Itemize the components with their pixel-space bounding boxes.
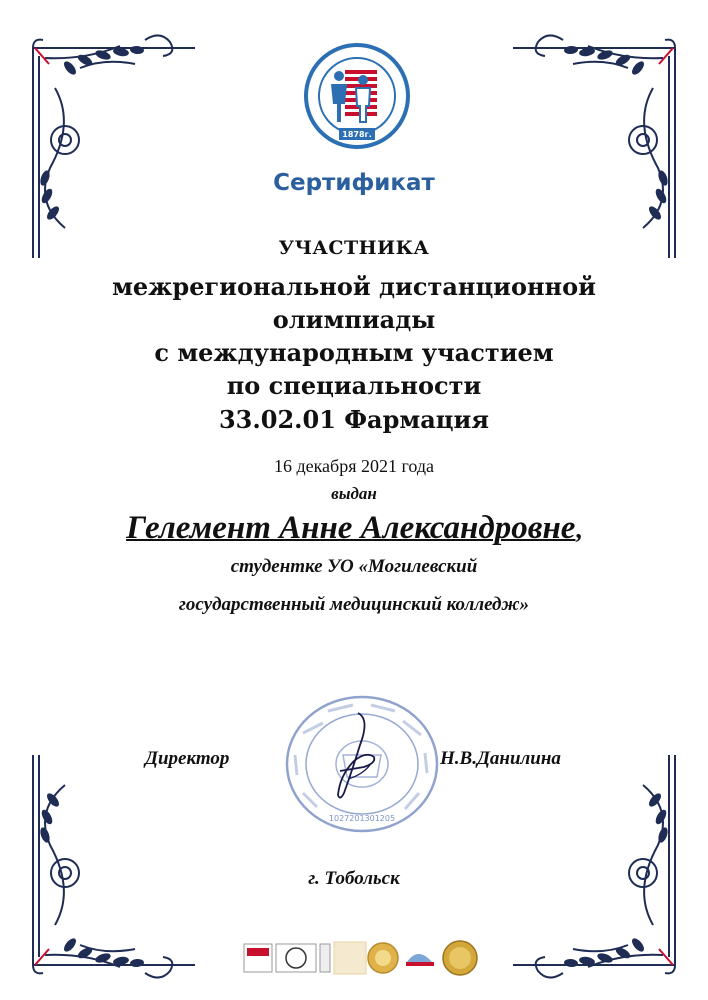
issued-label: выдан [331,484,377,503]
recipient-comma: , [575,515,582,544]
specialty-line: 33.02.01 Фармация [218,405,490,434]
ornament-corner-top-right-icon [508,28,683,268]
badges-row [242,938,482,978]
ornament-corner-top-left-icon [25,28,200,268]
badge-icon [242,938,482,978]
recipient-name: Гелемент Анне Александровне [126,510,576,546]
certificate-kind: УЧАСТНИКА [278,237,430,259]
event-line: с международным участием [154,338,554,367]
ornament-corner-bottom-right-icon [508,745,683,985]
issue-date: 16 декабря 2021 года [273,456,435,476]
affiliation-line: государственный медицинский колледж» [178,594,530,615]
affiliation-line: студентке УО «Могилевский [230,556,478,577]
recipient-line [0,510,708,547]
city-label: г. Тобольск [308,868,400,889]
event-line: по специальности [226,371,482,400]
logo-year: 1878г. [342,130,372,139]
stamp-number: 1027201301205 [328,814,396,823]
signatory-name: Н.В.Данилина [440,748,561,769]
signatory-role: Директор [145,748,230,769]
event-line: олимпиады [272,305,436,334]
ornament-corner-bottom-left-icon [25,745,200,985]
college-logo-icon [303,42,411,152]
event-line: межрегиональной дистанционной [112,272,596,301]
certificate-title: Сертификат [273,170,435,196]
signature-icon [318,705,388,805]
